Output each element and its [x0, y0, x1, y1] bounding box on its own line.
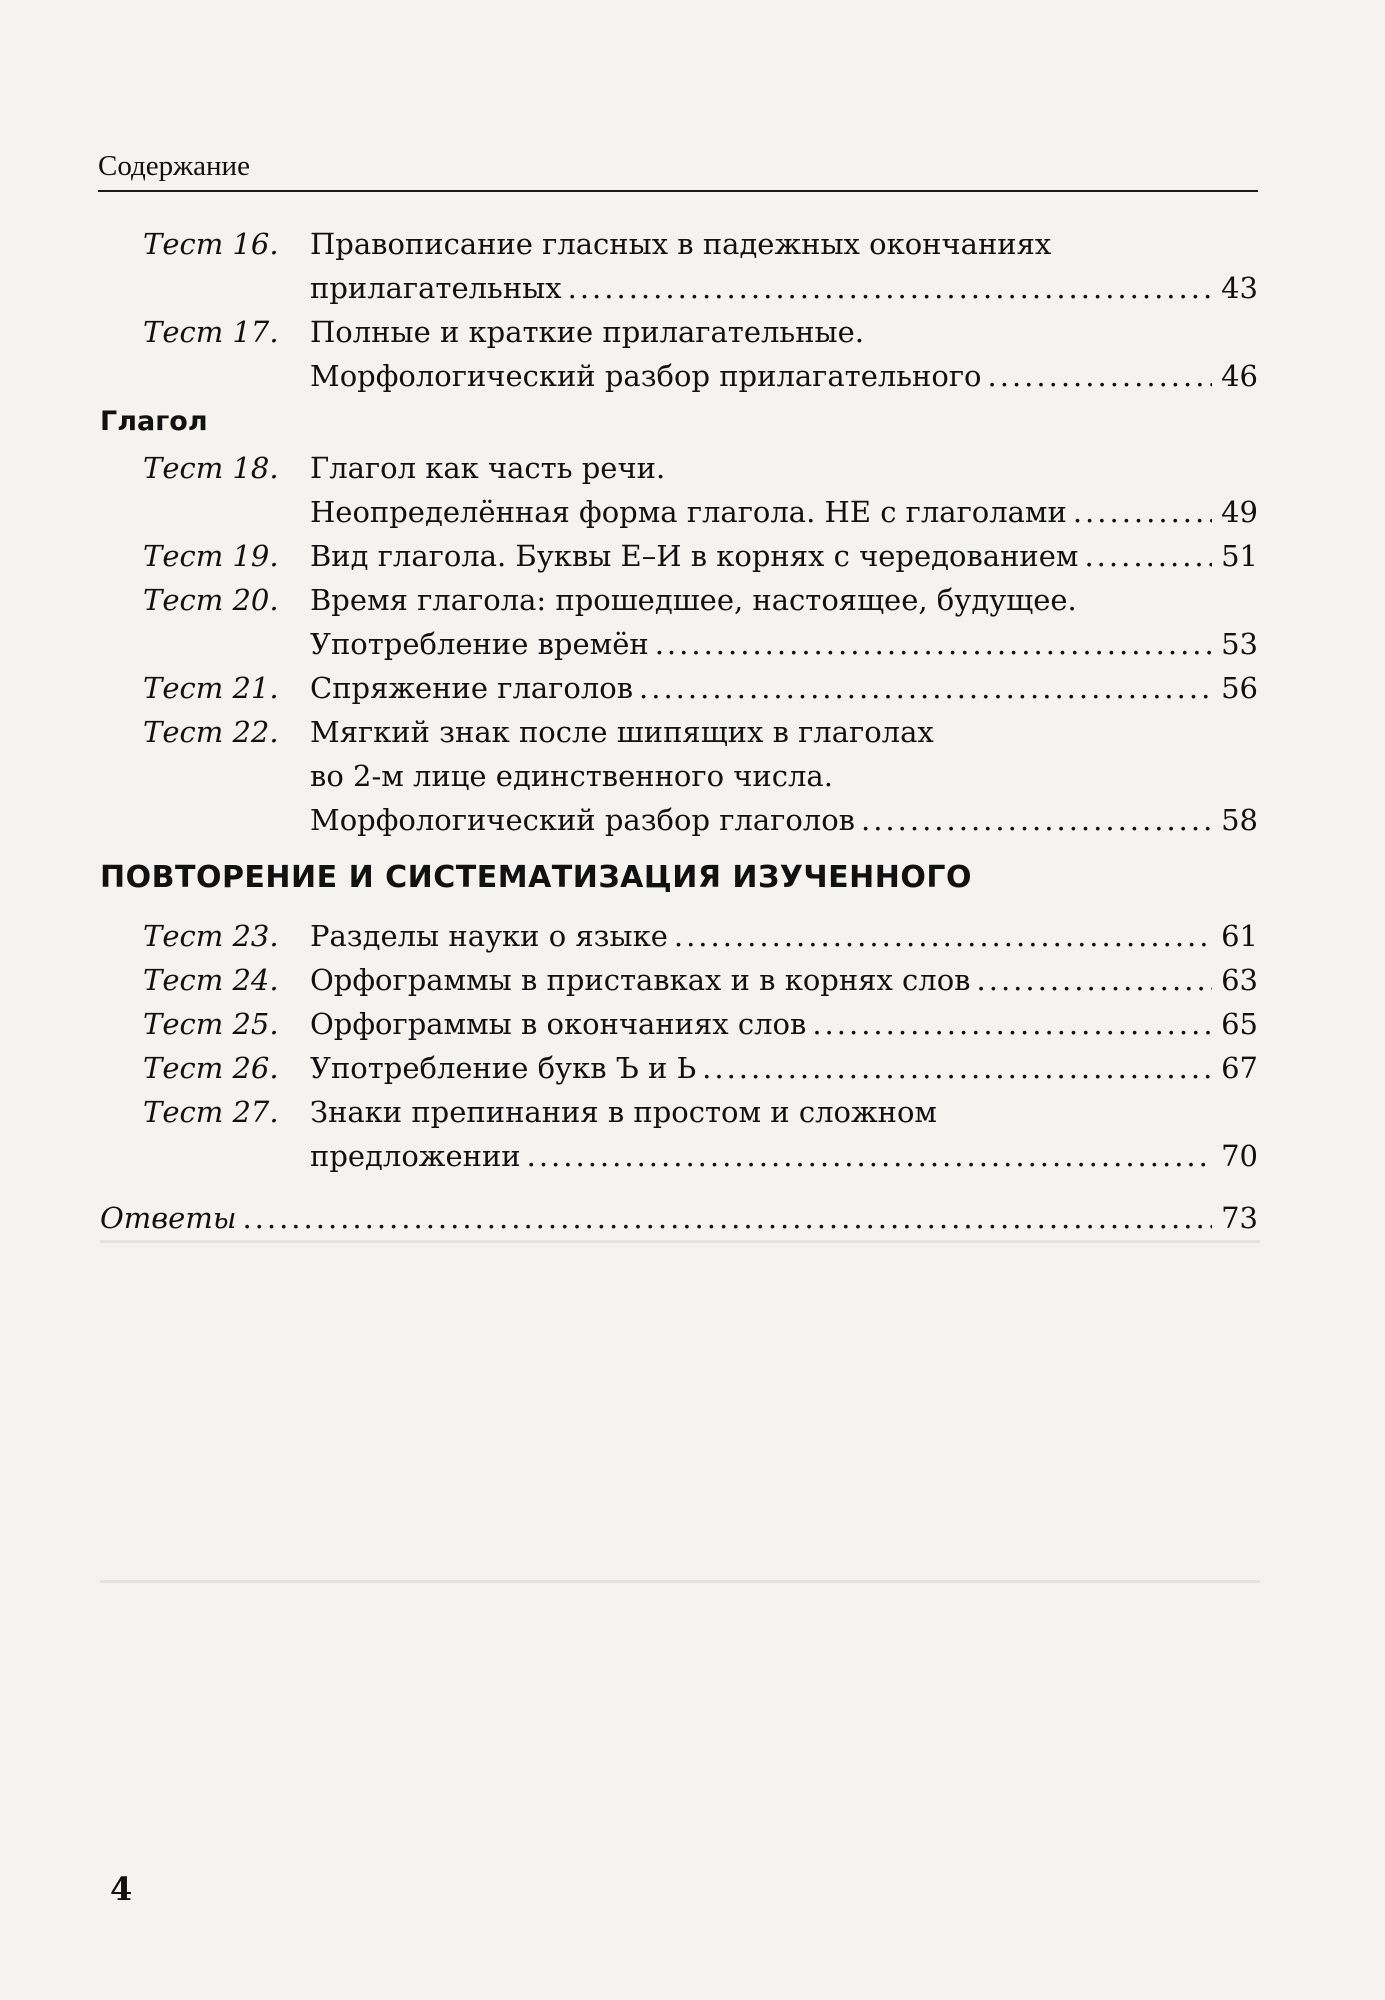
- entry-title: Правописание гласных в падежных окончаниях: [310, 227, 1052, 261]
- page-number: 46: [1221, 359, 1258, 393]
- page-number: 70: [1221, 1139, 1258, 1173]
- entry-title: Спряжение глаголов: [310, 671, 634, 705]
- entry-title: во 2-м лице единственного числа.: [310, 759, 833, 793]
- entry-title: предложении: [310, 1139, 521, 1173]
- page-number: 67: [1221, 1051, 1258, 1085]
- entry-title: прилагательных: [310, 271, 562, 305]
- toc-entry-25: [0, 1002, 1385, 1046]
- entry-number: Тест 16.: [143, 227, 279, 261]
- toc-entry-18: [0, 446, 1385, 490]
- entry-number: Тест 23.: [143, 919, 279, 953]
- toc-entry-16: [0, 222, 1385, 266]
- answers-label: Ответы: [100, 1201, 237, 1235]
- entry-title: Орфограммы в окончаниях слов: [310, 1007, 807, 1041]
- entry-title: Разделы науки о языке: [310, 919, 668, 953]
- entry-title: Полные и краткие прилагательные.: [310, 315, 864, 349]
- page-number: 43: [1221, 271, 1258, 305]
- entry-title: Морфологический разбор глаголов: [310, 803, 855, 837]
- toc-entry-22-cont: [0, 798, 1385, 842]
- entry-number: Тест 18.: [143, 451, 279, 485]
- toc-entry-22-cont: [0, 754, 1385, 798]
- toc-entry-24: [0, 958, 1385, 1002]
- entry-title: Употребление букв Ъ и Ь: [310, 1051, 697, 1085]
- page-number: 51: [1221, 539, 1258, 573]
- page-number: 63: [1221, 963, 1258, 997]
- page-number: 49: [1221, 495, 1258, 529]
- entry-number: Тест 24.: [143, 963, 279, 997]
- page-number: 61: [1221, 919, 1258, 953]
- toc-entry-answers: [0, 1196, 1385, 1240]
- entry-title: Мягкий знак после шипящих в глаголах: [310, 715, 934, 749]
- entry-number: Тест 20.: [143, 583, 279, 617]
- entry-title: Употребление времён: [310, 627, 649, 661]
- toc-entry-20: [0, 578, 1385, 622]
- entry-number: Тест 22.: [143, 715, 279, 749]
- entry-title: Орфограммы в приставках и в корнях слов: [310, 963, 971, 997]
- toc-entry-17: [0, 310, 1385, 354]
- running-head: Содержание: [98, 150, 250, 182]
- page-number: 73: [1221, 1201, 1258, 1235]
- toc-entry-21: [0, 666, 1385, 710]
- entry-title: Морфологический разбор прилагательного: [310, 359, 982, 393]
- entry-number: Тест 19.: [143, 539, 279, 573]
- toc-entry-26: [0, 1046, 1385, 1090]
- toc-entry-27: [0, 1090, 1385, 1134]
- toc-entry-18-cont: [0, 490, 1385, 534]
- bleed-through: [100, 1240, 1260, 1243]
- bleed-through: [100, 1580, 1260, 1583]
- entry-number: Тест 21.: [143, 671, 279, 705]
- entry-title: Вид глагола. Буквы Е–И в корнях с чередованием: [310, 539, 1079, 573]
- toc-entry-20-cont: [0, 622, 1385, 666]
- part-title-review: ПОВТОРЕНИЕ И СИСТЕМАТИЗАЦИЯ ИЗУЧЕННОГО: [100, 860, 973, 895]
- toc-entry-23: [0, 914, 1385, 958]
- toc-entry-19: [0, 534, 1385, 578]
- page-number: 58: [1221, 803, 1258, 837]
- entry-title: Знаки препинания в простом и сложном: [310, 1095, 937, 1129]
- entry-number: Тест 26.: [143, 1051, 279, 1085]
- toc-entry-17-cont: [0, 354, 1385, 398]
- toc-entry-16-cont: [0, 266, 1385, 310]
- entry-title: Неопределённая форма глагола. НЕ с глаголами: [310, 495, 1067, 529]
- entry-title: Глагол как часть речи.: [310, 451, 666, 485]
- section-title-verb: Глагол: [100, 406, 208, 437]
- entry-number: Тест 25.: [143, 1007, 279, 1041]
- entry-number: Тест 27.: [143, 1095, 279, 1129]
- page-number: 65: [1221, 1007, 1258, 1041]
- header-rule: [98, 190, 1258, 192]
- page-number: 56: [1221, 671, 1258, 705]
- entry-title: Время глагола: прошедшее, настоящее, будущее.: [310, 583, 1077, 617]
- toc-entry-22: [0, 710, 1385, 754]
- page-number: 53: [1221, 627, 1258, 661]
- page-folio: 4: [110, 1870, 133, 1908]
- entry-number: Тест 17.: [143, 315, 279, 349]
- toc-entry-27-cont: [0, 1134, 1385, 1178]
